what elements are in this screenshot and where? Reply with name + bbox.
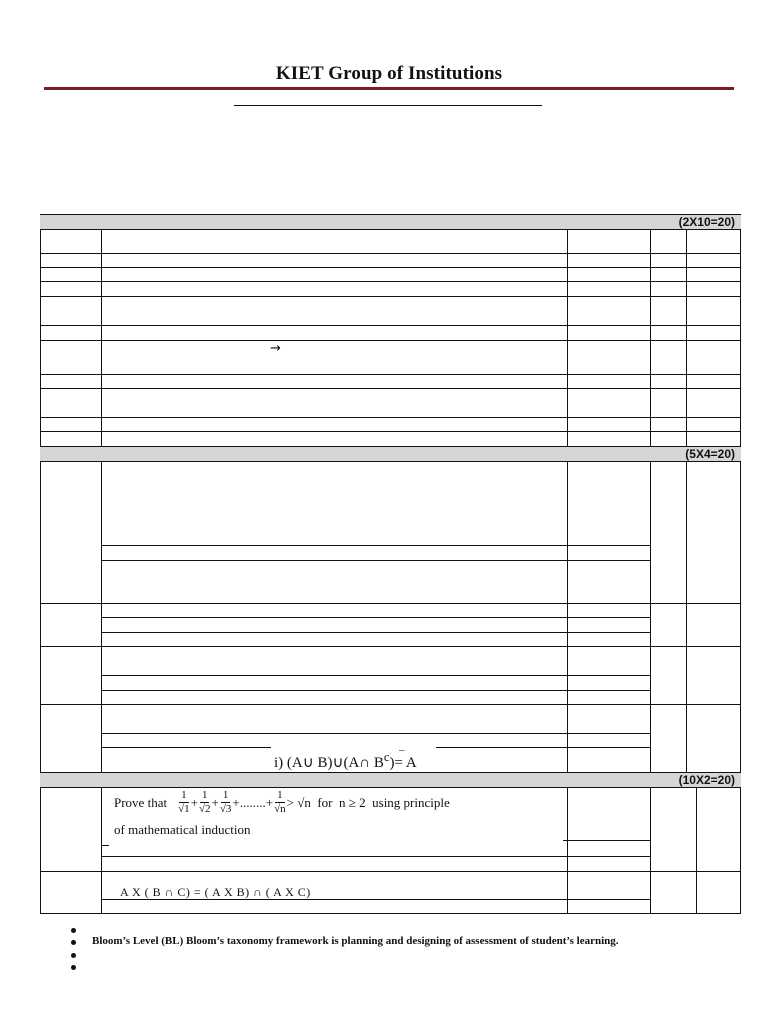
fraction-den: √2 [198, 803, 211, 815]
row-divider [101, 690, 651, 691]
row-divider [436, 747, 651, 748]
fraction [274, 789, 286, 816]
col-divider [101, 229, 102, 446]
row-divider [40, 431, 741, 432]
section-a-header [40, 214, 741, 230]
row-divider [40, 374, 741, 375]
set-expression-overbar: – [399, 744, 405, 756]
section-a-marks: (2X10=20) [678, 215, 735, 229]
fraction [220, 789, 232, 816]
row-divider [101, 632, 651, 633]
row-divider [40, 704, 741, 705]
col-divider [686, 229, 687, 446]
table-right-border [740, 214, 741, 914]
col-divider [650, 787, 651, 913]
row-divider [101, 856, 651, 857]
bullet-icon [71, 940, 76, 945]
row-divider [101, 747, 271, 748]
row-divider [101, 617, 651, 618]
col-divider [101, 787, 102, 913]
fraction-num: 1 [277, 789, 283, 801]
row-divider [40, 267, 741, 268]
induction-question [114, 789, 450, 838]
row-divider [40, 646, 741, 647]
arrow-symbol: → [270, 341, 281, 356]
section-b-header [40, 446, 741, 462]
row-divider [40, 603, 741, 604]
col-divider [567, 229, 568, 446]
fraction-den: √3 [219, 803, 232, 815]
set-expression [274, 744, 417, 772]
row-divider [101, 675, 651, 676]
cartesian-identity: A X ( B ∩ C) = ( A X B) ∩ ( A X C) [120, 885, 311, 899]
row-divider [101, 733, 651, 734]
set-expression-sup: c [383, 750, 390, 764]
row-divider [40, 325, 741, 326]
row-divider [40, 281, 741, 282]
induction-line2: of mathematical induction [114, 822, 251, 837]
row-divider [40, 871, 741, 872]
fraction-den: √1 [178, 803, 190, 815]
prove-label: Prove that [114, 794, 168, 810]
induction-statement: Prove that $\frac{1}{√1}$ + $\frac{1}{√2}$ + $\frac{1}{√3}$ +........+ $\frac{1}{√n}$ > √n for n ≥ 2 using principle [114, 789, 450, 815]
section-c-marks: (10X2=20) [678, 773, 735, 787]
set-expression-tail: )= A [389, 755, 417, 771]
col-divider [650, 229, 651, 446]
row-divider [40, 340, 741, 341]
fraction-num: 1 [222, 789, 229, 801]
set-expression-text: i) (A∪ B)∪(A∩ B [274, 755, 384, 771]
bullet-icon [71, 928, 76, 933]
row-divider [563, 840, 651, 841]
row-divider [101, 545, 651, 546]
title-divider [44, 87, 734, 90]
page-title: KIET Group of Institutions [275, 63, 503, 84]
section-c-header [40, 772, 741, 788]
fraction [178, 789, 190, 816]
row-divider [40, 253, 741, 254]
col-divider [686, 461, 687, 772]
row-divider [40, 388, 741, 389]
row-divider [40, 296, 741, 297]
row-divider [101, 845, 109, 846]
table-bottom-border [40, 913, 741, 914]
fraction-num: 1 [181, 789, 187, 801]
bullet-icon [71, 953, 76, 958]
fraction [199, 789, 211, 816]
blooms-note: Bloom’s Level (BL) Bloom’s taxonomy framework is planning and designing of assessment of student’s learning. [92, 935, 619, 947]
row-divider [101, 560, 651, 561]
inequality-tail: > √n for n ≥ 2 using principle [286, 794, 450, 810]
section-b-marks: (5X4=20) [685, 447, 735, 461]
col-divider [567, 787, 568, 913]
row-divider [40, 417, 741, 418]
fraction-num: 1 [201, 789, 208, 801]
bullet-icon [71, 965, 76, 970]
subtitle-divider [234, 105, 542, 106]
col-divider [696, 787, 697, 913]
series-ellipsis: +........+ [232, 794, 274, 810]
fraction-den: √n [274, 803, 286, 815]
table-left-border [40, 214, 41, 914]
